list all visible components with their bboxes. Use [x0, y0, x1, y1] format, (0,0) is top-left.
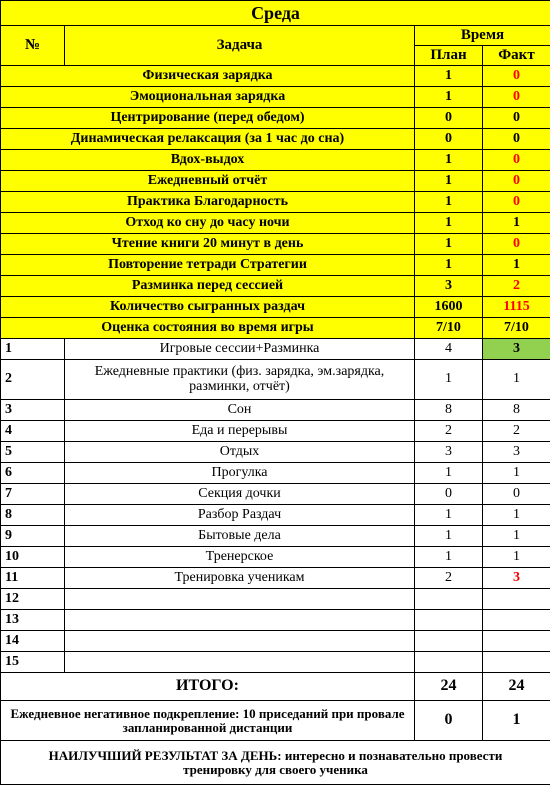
day-title: Среда — [1, 1, 550, 26]
header-time: Время — [415, 26, 550, 46]
habit-plan: 7/10 — [415, 318, 483, 339]
habit-plan: 1 — [415, 87, 483, 108]
time-row-number: 13 — [1, 610, 65, 631]
time-row-fact: 2 — [483, 421, 550, 442]
habit-row — [1, 234, 550, 255]
time-row-task: Ежедневные практики (физ. зарядка, эм.зарядка, разминки, отчёт) — [65, 360, 415, 400]
habit-task: Разминка перед сессией — [1, 276, 415, 297]
time-row-number: 10 — [1, 547, 65, 568]
habit-plan: 1 — [415, 213, 483, 234]
negative-reinforcement-label: Ежедневное негативное подкрепление: 10 приседаний при провале запланированной дистанции — [1, 701, 415, 741]
habit-row — [1, 192, 550, 213]
habit-row — [1, 213, 550, 234]
habit-row — [1, 108, 550, 129]
negative-plan: 0 — [415, 701, 483, 741]
time-row-fact: 1 — [483, 505, 550, 526]
time-row — [1, 568, 550, 589]
habit-row — [1, 276, 550, 297]
time-row-number: 11 — [1, 568, 65, 589]
time-row — [1, 339, 550, 360]
time-row-plan: 2 — [415, 421, 483, 442]
time-row-plan: 8 — [415, 400, 483, 421]
habit-row — [1, 297, 550, 318]
habit-plan: 1 — [415, 234, 483, 255]
time-row-number: 4 — [1, 421, 65, 442]
habit-task: Повторение тетради Стратегии — [1, 255, 415, 276]
habit-row — [1, 171, 550, 192]
time-row — [1, 589, 550, 610]
habit-plan: 1 — [415, 66, 483, 87]
time-row-fact — [483, 652, 550, 673]
total-label: ИТОГО: — [1, 673, 415, 701]
time-row-task: Тренировка ученикам — [65, 568, 415, 589]
time-row-fact: 3 — [483, 339, 550, 360]
habit-fact: 1115 — [483, 297, 550, 318]
time-row-number: 8 — [1, 505, 65, 526]
time-row-fact: 3 — [483, 442, 550, 463]
time-row-plan — [415, 589, 483, 610]
habit-row — [1, 318, 550, 339]
time-row-task: Сон — [65, 400, 415, 421]
time-row — [1, 360, 550, 400]
habit-row — [1, 87, 550, 108]
habit-plan: 0 — [415, 129, 483, 150]
time-row-task — [65, 610, 415, 631]
time-row-fact: 0 — [483, 484, 550, 505]
time-row — [1, 400, 550, 421]
time-row-number: 6 — [1, 463, 65, 484]
time-row — [1, 610, 550, 631]
time-row-plan: 3 — [415, 442, 483, 463]
time-row-task: Секция дочки — [65, 484, 415, 505]
habit-task: Динамическая релаксация (за 1 час до сна) — [1, 129, 415, 150]
time-row-task — [65, 652, 415, 673]
habit-fact: 7/10 — [483, 318, 550, 339]
header-number: № — [1, 26, 65, 66]
time-row — [1, 442, 550, 463]
habit-task: Вдох-выдох — [1, 150, 415, 171]
time-row-fact: 8 — [483, 400, 550, 421]
habit-task: Ежедневный отчёт — [1, 171, 415, 192]
time-row — [1, 547, 550, 568]
time-row-task: Отдых — [65, 442, 415, 463]
habit-fact: 0 — [483, 87, 550, 108]
best-result-text: НАИЛУЧШИЙ РЕЗУЛЬТАТ ЗА ДЕНЬ: интересно и познавательно провести тренировку для своего ученика — [1, 741, 550, 785]
total-fact: 24 — [483, 673, 550, 701]
header-task: Задача — [65, 26, 415, 66]
time-row-task: Разбор Раздач — [65, 505, 415, 526]
time-row-plan — [415, 610, 483, 631]
habit-task: Количество сыгранных раздач — [1, 297, 415, 318]
time-row-fact: 3 — [483, 568, 550, 589]
habit-fact: 1 — [483, 255, 550, 276]
time-row-number: 9 — [1, 526, 65, 547]
habit-plan: 1 — [415, 192, 483, 213]
habit-fact: 0 — [483, 234, 550, 255]
header-row-1 — [1, 26, 550, 46]
habit-fact: 1 — [483, 213, 550, 234]
habit-row — [1, 255, 550, 276]
time-row — [1, 652, 550, 673]
header-plan: План — [415, 46, 483, 66]
habit-task: Отход ко сну до часу ночи — [1, 213, 415, 234]
negative-reinforcement-row — [1, 701, 550, 741]
habit-fact: 0 — [483, 108, 550, 129]
time-row-task: Тренерское — [65, 547, 415, 568]
habit-task: Оценка состояния во время игры — [1, 318, 415, 339]
habit-task: Центрирование (перед обедом) — [1, 108, 415, 129]
habit-fact: 0 — [483, 66, 550, 87]
habit-task: Практика Благодарность — [1, 192, 415, 213]
time-row — [1, 526, 550, 547]
time-row-fact: 1 — [483, 526, 550, 547]
time-row-task — [65, 589, 415, 610]
time-row-plan: 1 — [415, 463, 483, 484]
time-row-task: Бытовые дела — [65, 526, 415, 547]
time-row-plan: 1 — [415, 360, 483, 400]
habit-row — [1, 150, 550, 171]
habit-plan: 1 — [415, 255, 483, 276]
best-result-row — [1, 741, 550, 785]
total-plan: 24 — [415, 673, 483, 701]
time-row-fact — [483, 631, 550, 652]
time-row-plan: 0 — [415, 484, 483, 505]
time-row-number: 3 — [1, 400, 65, 421]
time-row — [1, 505, 550, 526]
time-row-task: Игровые сессии+Разминка — [65, 339, 415, 360]
time-row-task: Еда и перерывы — [65, 421, 415, 442]
time-row-plan — [415, 631, 483, 652]
time-row-task — [65, 631, 415, 652]
time-row-task: Прогулка — [65, 463, 415, 484]
time-row-plan: 2 — [415, 568, 483, 589]
habit-plan: 0 — [415, 108, 483, 129]
time-row-number: 14 — [1, 631, 65, 652]
time-row-number: 15 — [1, 652, 65, 673]
time-row-fact — [483, 589, 550, 610]
habit-row — [1, 129, 550, 150]
header-fact: Факт — [483, 46, 550, 66]
negative-fact: 1 — [483, 701, 550, 741]
time-row — [1, 463, 550, 484]
time-row-fact: 1 — [483, 547, 550, 568]
habit-fact: 0 — [483, 171, 550, 192]
time-row — [1, 631, 550, 652]
time-row-plan: 1 — [415, 526, 483, 547]
habit-fact: 0 — [483, 150, 550, 171]
time-row-number: 2 — [1, 360, 65, 400]
habit-task: Чтение книги 20 минут в день — [1, 234, 415, 255]
time-row-number: 12 — [1, 589, 65, 610]
habit-plan: 1 — [415, 171, 483, 192]
time-row — [1, 484, 550, 505]
time-row-fact: 1 — [483, 360, 550, 400]
habit-plan: 3 — [415, 276, 483, 297]
habit-row — [1, 66, 550, 87]
time-row-fact — [483, 610, 550, 631]
habit-plan: 1 — [415, 150, 483, 171]
time-row-plan — [415, 652, 483, 673]
total-row — [1, 673, 550, 701]
habit-task: Эмоциональная зарядка — [1, 87, 415, 108]
time-row-plan: 1 — [415, 547, 483, 568]
time-row-plan: 1 — [415, 505, 483, 526]
time-row-number: 1 — [1, 339, 65, 360]
time-row-fact: 1 — [483, 463, 550, 484]
habit-fact: 0 — [483, 129, 550, 150]
title-row — [1, 1, 550, 26]
habit-task: Физическая зарядка — [1, 66, 415, 87]
habit-fact: 2 — [483, 276, 550, 297]
time-row — [1, 421, 550, 442]
time-row-number: 7 — [1, 484, 65, 505]
habit-fact: 0 — [483, 192, 550, 213]
time-row-number: 5 — [1, 442, 65, 463]
time-row-plan: 4 — [415, 339, 483, 360]
habit-plan: 1600 — [415, 297, 483, 318]
